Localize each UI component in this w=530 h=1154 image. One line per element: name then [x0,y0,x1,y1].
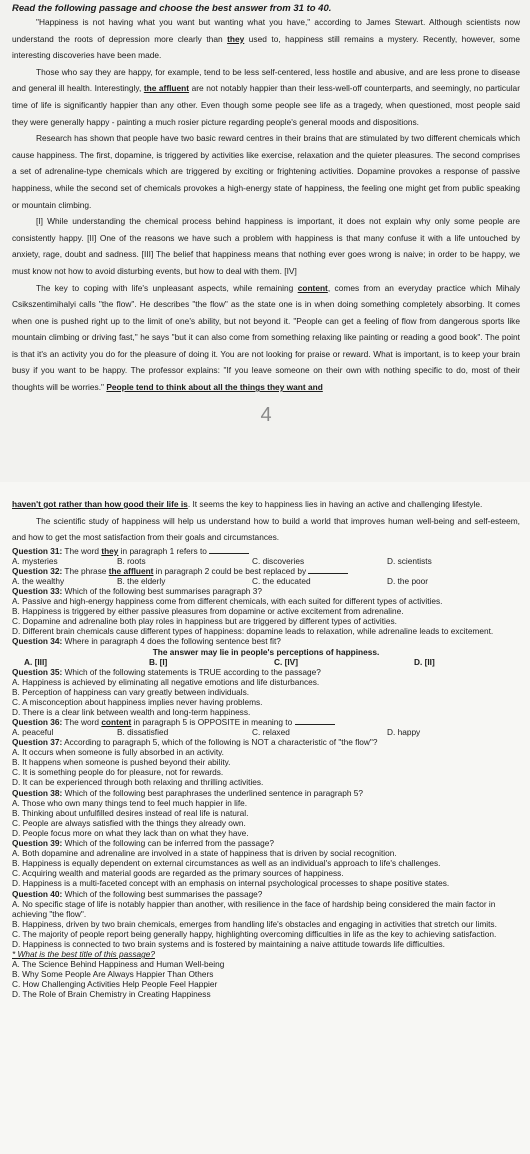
option-b[interactable]: B. [I] [149,656,168,667]
page-number: 4 [260,403,272,426]
option-c[interactable]: C. the educated [252,575,311,586]
answer-blank [295,717,335,725]
option-c[interactable]: C. [IV] [274,656,298,667]
paragraph-6: The scientific study of happiness will help us understand how to build a world that improves human well-being and self-esteem, and how to get the most satisfaction from their goals and circumstances. [12,515,520,543]
question-39: Question 39: Which of the following can be inferred from the passage? [12,838,274,849]
title-question: * What is the best title of this passage? [12,949,155,960]
option-b[interactable]: B. roots [117,555,146,566]
underlined-word-content: content [297,282,328,293]
question-36: Question 36: The word content in paragraph 5 is OPPOSITE in meaning to [12,717,520,727]
option-c[interactable]: C. Acquiring wealth and material goods are regarded as the primary sources of happiness. [12,868,344,879]
question-40: Question 40: Which of the following best summarises the passage? [12,888,263,899]
option-c[interactable]: C. It is something people do for pleasure, not for rewards. [12,767,224,778]
option-a[interactable]: A. Passive and high-energy happiness come from different chemicals, with each suited for different types of activities. [12,596,443,607]
option-a[interactable]: A. Happiness is achieved by eliminating all negative emotions and life disturbances. [12,676,320,687]
option-b[interactable]: B. Perception of happiness can vary greatly between individuals. [12,686,250,697]
option-a[interactable]: A. It occurs when someone is fully absorbed in an activity. [12,747,224,758]
option-d[interactable]: D. [II] [414,656,435,667]
option-c[interactable]: C. relaxed [252,727,290,738]
option-c[interactable]: C. discoveries [252,555,305,566]
option-b[interactable]: B. dissatisfied [117,727,169,738]
question-32: Question 32: The phrase the affluent in paragraph 2 could be best replaced by [12,566,520,576]
option-d[interactable]: D. Happiness is connected to two brain systems and is fostered by maintaining a naive attitude towards life difficulties. [12,938,445,949]
option-b[interactable]: B. It happens when someone is pushed beyond their ability. [12,757,231,768]
option-a[interactable]: A. Those who own many things tend to feel much happier in life. [12,797,248,808]
underlined-phrase-affluent: the affluent [143,83,190,94]
insert-sentence: The answer may lie in people's perceptions of happiness. [152,646,380,657]
paragraph-5-continued: haven't got rather than how good their life is. It seems the key to happiness lies in having an active and challenging lifestyle. [12,499,483,509]
option-c[interactable]: C. How Challenging Activities Help People Feel Happier [12,979,218,990]
option-d[interactable]: D. Happiness is a multi-faceted concept with an emphasis on internal psychological processes to shape positive states. [12,878,450,889]
paragraph-4: [I] While understanding the chemical process behind happiness is important, it does not explain why only some people are consistently happy. [II] One of the reasons we have such a problem with happiness is that many confuse it with a life untouched by anxiety, rage, doubt and sadness. [III] The belief that happiness means that nothing ever goes wrong is naive; in order to be happy, we must know not how to avoid disturbing events, but how to deal with them. [IV] [12,216,520,276]
underlined-word-they: they [227,33,245,44]
option-d[interactable]: D. Different brain chemicals cause different types of happiness: dopamine leads to relaxation, while adrenaline leads to excitement. [12,626,494,637]
underlined-sentence-continued: haven't got rather than how good their life is [12,499,188,509]
paragraph-3: Research has shown that people have two basic reward centres in their brains that are stimulated by two different chemicals which cause happiness. The first, dopamine, is triggered by activities like exercise, relaxation and the quieter pleasures. The second comprises a set of adrenaline-type chemicals which are triggered by exciting or frightening activities. Dopamine provokes a response of passive happiness, while the second set of chemicals provokes a high-energy state of happiness, the feeling one might get from public speaking or mountain climbing. [12,133,520,210]
underlined-sentence: People tend to think about all the things they want and [106,382,323,393]
option-b[interactable]: B. Happiness is equally dependent on external circumstances as well as an individual's approach to life's challenges. [12,858,441,869]
option-c[interactable]: C. The majority of people report being generally happy, highlighting overcoming difficulties in life as the key to achieving satisfaction. [12,928,497,939]
option-d[interactable]: D. The Role of Brain Chemistry in Creating Happiness [12,989,211,1000]
answer-blank [308,566,348,574]
option-b[interactable]: B. Thinking about unfulfilled desires instead of real life is natural. [12,807,249,818]
question-38: Question 38: Which of the following best paraphrases the underlined sentence in paragraph 5? [12,787,363,798]
option-d[interactable]: D. People focus more on what they lack than on what they have. [12,827,249,838]
option-b[interactable]: B. Happiness is triggered by either passive pleasures from dopamine or active excitement from adrenaline. [12,606,404,617]
option-a[interactable]: A. [III] [24,656,48,667]
question-32-options [12,576,520,586]
question-36-options [12,727,520,737]
option-b[interactable]: B. the elderly [117,575,166,586]
option-c[interactable]: C. Dopamine and adrenaline both play roles in happiness but are triggered by different types of activities. [12,616,397,627]
question-33: Question 33: Which of the following best summarises paragraph 3? [12,585,262,596]
option-a[interactable]: A. the wealthy [12,575,65,586]
option-c[interactable]: C. A misconception about happiness implies never having problems. [12,696,263,707]
option-d[interactable]: D. scientists [387,555,432,566]
option-a[interactable]: A. No specific stage of life is notably happier than another, with resilience in the face of hardship being considered the main factor in achieving "the flow". [12,898,496,919]
question-34-options [12,657,520,667]
question-37: Question 37: According to paragraph 5, which of the following is NOT a characteristic of "the flow"? [12,737,378,748]
paragraph-2: Those who say they are happy, for example, tend to be less self-centered, less hostile and abusive, and are less prone to disease and general ill health. Interestingly, the affluent are not notably happier than their less-well-off counterparts, and seemingly, no particular time of life is significantly happier than any other. Even though some people see life as a tragedy, when questioned, most people said they were generally happy - painting a much rosier picture regarding people's general moods and dispositions. [12,66,520,127]
option-a[interactable]: A. The Science Behind Happiness and Human Well-being [12,959,225,970]
option-b[interactable]: B. Why Some People Are Always Happier Than Others [12,969,214,980]
option-d[interactable]: D. happy [387,727,421,738]
paragraph-1: "Happiness is not having what you want but wanting what you have," according to James Stewart. Although scientists now understand the roots of depression more clearly than they used to, happiness still remains a mystery. Recently, however, some interesting discoveries have been made. [12,17,520,61]
option-b[interactable]: B. Happiness, driven by two brain chemicals, emerges from handling life's obstacles and engaging in activities that stretch our limits. [12,918,497,929]
question-35: Question 35: Which of the following statements is TRUE according to the passage? [12,666,321,677]
paragraph-5: The key to coping with life's unpleasant aspects, while remaining content, comes from an everyday practice which Mihaly Csikszentimihalyi calls "the flow". He describes "the flow" as the state one is in when doing something completely absorbing. It comes when one is pushed right up to the limit of one's ability, but not beyond it. "People can get a feeling of flow from dangerous sports like mountain climbing or driving fast," he says "but it can also come from something relaxing like painting or reading a good book". The point is that it's an activity you do for the pleasure of doing it. You are not looking for praise or reward. What is important, is to keep your brain busy if you want to be happy. The professor explains: "If you leave someone on their own with nothing specific to do, most of their thoughts will be worries." People tend to think about all the things they want and [12,282,520,393]
option-a[interactable]: A. mysteries [12,555,58,566]
answer-blank [209,546,249,554]
question-31-options [12,556,520,566]
option-c[interactable]: C. People are always satisfied with the things they already own. [12,817,246,828]
option-d[interactable]: D. There is a clear link between wealth and long-term happiness. [12,706,251,717]
option-a[interactable]: A. Both dopamine and adrenaline are involved in a state of happiness that is driven by social recognition. [12,848,397,859]
questions-sheet [0,482,530,1154]
instruction-heading: Read the following passage and choose the best answer from 31 to 40. [12,3,332,14]
option-d[interactable]: D. It can be experienced through both relaxing and thrilling activities. [12,777,264,788]
option-d[interactable]: D. the poor [387,575,429,586]
question-31: Question 31: The word they in paragraph 1 refers to [12,546,520,556]
passage-sheet [0,0,530,482]
question-34: Question 34: Where in paragraph 4 does the following sentence best fit? [12,636,281,647]
option-a[interactable]: A. peaceful [12,727,54,738]
